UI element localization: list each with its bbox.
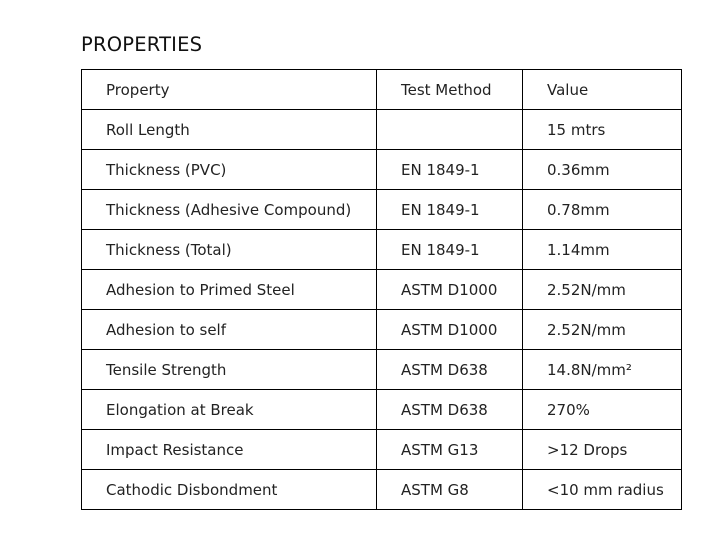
- value-cell: >12 Drops: [523, 430, 682, 470]
- test-method-cell: ASTM D1000: [377, 310, 523, 350]
- value-cell: 2.52N/mm: [523, 270, 682, 310]
- table-row: [82, 270, 682, 310]
- property-cell: Impact Resistance: [82, 430, 377, 470]
- table-row: [82, 110, 682, 150]
- table-row: [82, 150, 682, 190]
- value-cell: 0.36mm: [523, 150, 682, 190]
- test-method-cell: EN 1849-1: [377, 230, 523, 270]
- property-cell: Thickness (Adhesive Compound): [82, 190, 377, 230]
- property-cell: Adhesion to Primed Steel: [82, 270, 377, 310]
- property-cell: Roll Length: [82, 110, 377, 150]
- test-method-cell: ASTM G8: [377, 470, 523, 510]
- header-value: Value: [523, 70, 682, 110]
- table-row: [82, 350, 682, 390]
- page-title: PROPERTIES: [81, 33, 203, 56]
- test-method-cell: ASTM D638: [377, 350, 523, 390]
- table-row: [82, 390, 682, 430]
- property-cell: Elongation at Break: [82, 390, 377, 430]
- test-method-cell: ASTM G13: [377, 430, 523, 470]
- header-property: Property: [82, 70, 377, 110]
- properties-table: [81, 69, 682, 510]
- table-row: [82, 230, 682, 270]
- property-cell: Cathodic Disbondment: [82, 470, 377, 510]
- table-row: [82, 430, 682, 470]
- table-row: [82, 310, 682, 350]
- value-cell: 270%: [523, 390, 682, 430]
- property-cell: Thickness (PVC): [82, 150, 377, 190]
- property-cell: Adhesion to self: [82, 310, 377, 350]
- value-cell: 0.78mm: [523, 190, 682, 230]
- property-cell: Thickness (Total): [82, 230, 377, 270]
- test-method-cell: [377, 110, 523, 150]
- value-cell: 14.8N/mm²: [523, 350, 682, 390]
- test-method-cell: ASTM D1000: [377, 270, 523, 310]
- table-header-row: [82, 70, 682, 110]
- test-method-cell: EN 1849-1: [377, 190, 523, 230]
- value-cell: <10 mm radius: [523, 470, 682, 510]
- property-cell: Tensile Strength: [82, 350, 377, 390]
- table-row: [82, 190, 682, 230]
- value-cell: 2.52N/mm: [523, 310, 682, 350]
- value-cell: 1.14mm: [523, 230, 682, 270]
- header-test-method: Test Method: [377, 70, 523, 110]
- test-method-cell: ASTM D638: [377, 390, 523, 430]
- test-method-cell: EN 1849-1: [377, 150, 523, 190]
- value-cell: 15 mtrs: [523, 110, 682, 150]
- table-row: [82, 470, 682, 510]
